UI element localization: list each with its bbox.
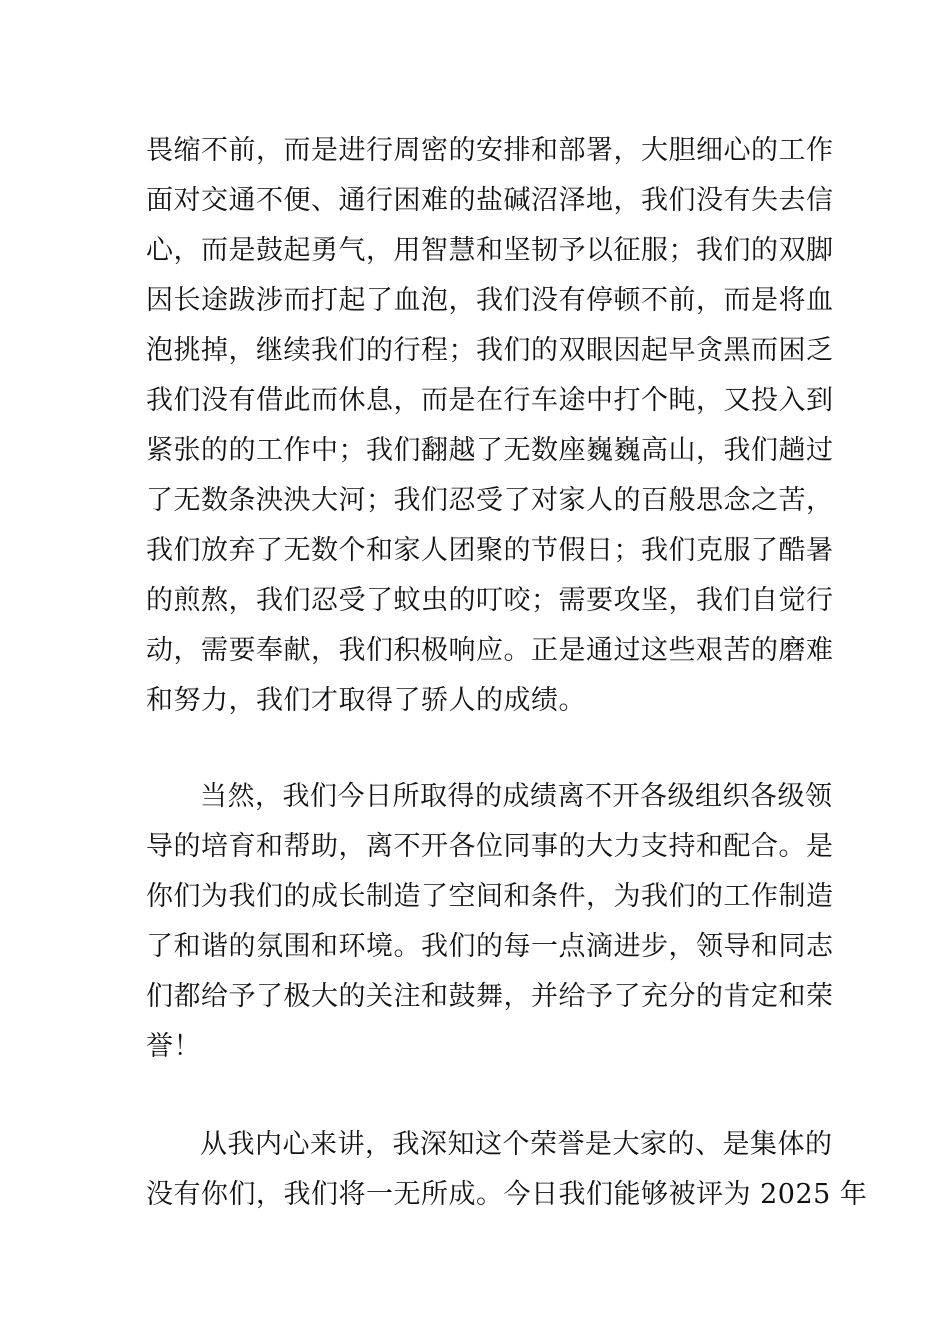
paragraph-1-line: 我们没有借此而休息，而是在行车途中打个盹，又投入到 [146,385,834,416]
paragraph-2-line: 导的培育和帮助，离不开各位同事的大力支持和配合。是 [146,831,834,862]
paragraph-1-line: 紧张的的工作中；我们翻越了无数座巍巍高山，我们趟过 [146,435,834,466]
paragraph-2-line: 誉！ [146,1031,201,1062]
paragraph-2-line: 了和谐的氛围和环境。我们的每一点滴进步，领导和同志 [146,931,834,962]
paragraph-1-line: 心，而是鼓起勇气，用智慧和坚韧予以征服；我们的双脚 [146,235,834,266]
paragraph-1-line: 了无数条泱泱大河；我们忍受了对家人的百般思念之苦， [146,485,834,516]
paragraph-1 [146,126,834,726]
paragraph-2-line: 们都给予了极大的关注和鼓舞，并给予了充分的肯定和荣 [146,981,834,1012]
paragraph-1-line: 因长途跋涉而打起了血泡，我们没有停顿不前，而是将血 [146,285,834,316]
paragraph-1-line: 我们放弃了无数个和家人团聚的节假日；我们克服了酷暑 [146,535,834,566]
paragraph-2-line: 你们为我们的成长制造了空间和条件，为我们的工作制造 [146,881,834,912]
paragraph-1-line: 和努力，我们才取得了骄人的成绩。 [146,685,586,716]
paragraph-1-line: 泡挑掉，继续我们的行程；我们的双眼因起早贪黑而困乏 [146,335,834,366]
paragraph-1-line: 畏缩不前，而是进行周密的安排和部署，大胆细心的工作 [146,135,834,166]
paragraph-2-line: 当然，我们今日所取得的成绩离不开各级组织各级领 [200,781,833,812]
paragraph-1-line: 面对交通不便、通行困难的盐碱沼泽地，我们没有失去信 [146,185,834,216]
paragraph-1-line: 动，需要奉献，我们积极响应。正是通过这些艰苦的磨难 [146,635,834,666]
paragraph-1-line: 的煎熬，我们忍受了蚊虫的叮咬；需要攻坚，我们自觉行 [146,585,834,616]
paragraph-2 [146,772,834,1072]
paragraph-3 [146,1120,868,1220]
paragraph-3-line: 从我内心来讲，我深知这个荣誉是大家的、是集体的 [200,1129,833,1160]
paragraph-3-line: 没有你们，我们将一无所成。今日我们能够被评为 2025 年 [146,1179,868,1210]
